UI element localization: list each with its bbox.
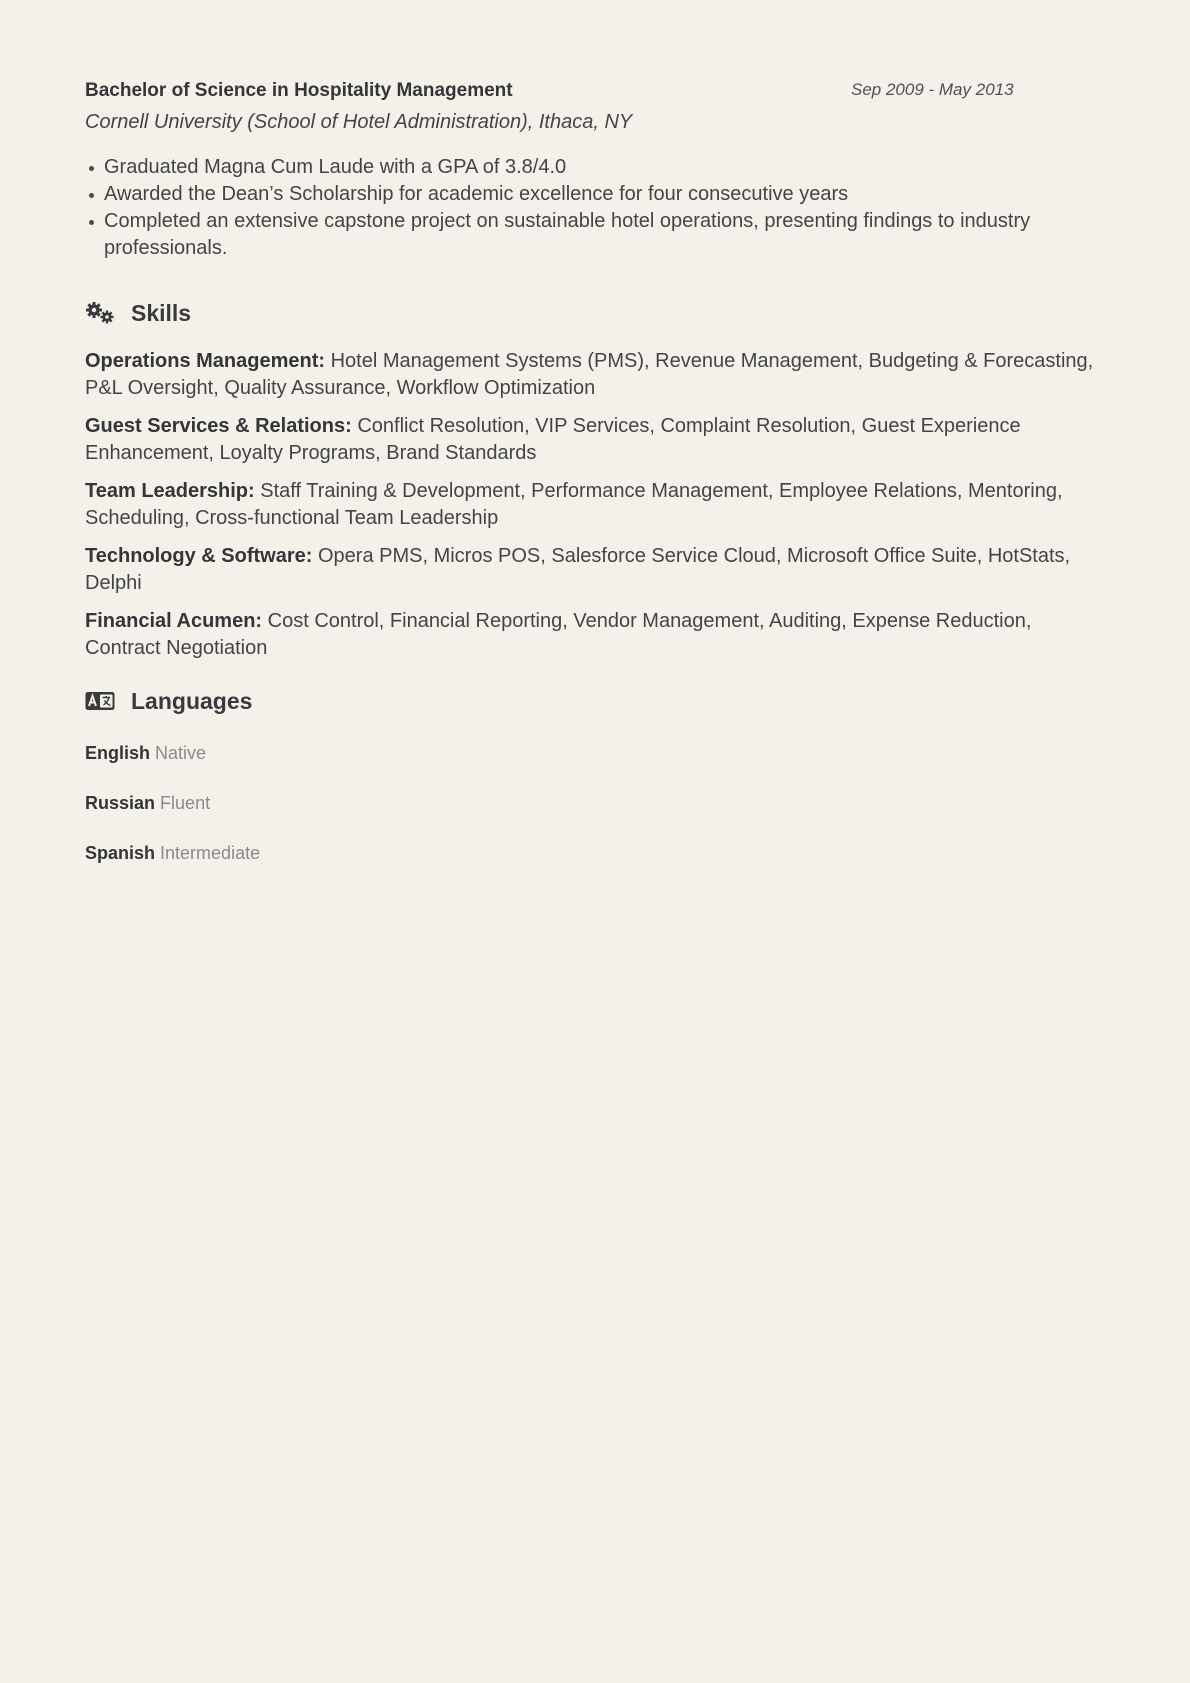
gears-icon bbox=[85, 300, 115, 326]
language-name: Spanish bbox=[85, 843, 156, 863]
resume-page bbox=[85, 78, 1105, 890]
list-item: Graduated Magna Cum Laude with a GPA of 3.8/4.0 bbox=[104, 154, 1105, 181]
language-item bbox=[85, 740, 1105, 766]
degree-title: Bachelor of Science in Hospitality Management bbox=[85, 80, 513, 101]
languages-heading bbox=[85, 686, 1105, 716]
education-highlights bbox=[85, 154, 1105, 262]
language-name: Russian bbox=[85, 793, 156, 813]
skill-category: Technology & Software: bbox=[85, 545, 313, 567]
skill-row bbox=[85, 348, 1105, 402]
education-dates: Sep 2009 - May 2013 bbox=[851, 80, 1014, 99]
skill-category: Team Leadership: bbox=[85, 480, 255, 502]
section-title: Skills bbox=[131, 299, 192, 326]
skill-details: Hotel Management Systems (PMS), Revenue Management, Budgeting & Forecasting, P&L Oversight, Quality Assurance, Workflow Optimization bbox=[85, 350, 1094, 399]
skill-category: Financial Acumen: bbox=[85, 610, 263, 632]
skill-category: Guest Services & Relations: bbox=[85, 415, 352, 437]
language-icon bbox=[85, 688, 115, 714]
language-name: English bbox=[85, 743, 151, 763]
language-level: Native bbox=[155, 743, 207, 763]
skill-details: Cost Control, Financial Reporting, Vendor Management, Auditing, Expense Reduction, Contract Negotiation bbox=[85, 610, 1032, 659]
skill-row bbox=[85, 413, 1105, 467]
languages-list bbox=[85, 740, 1105, 866]
skill-row bbox=[85, 608, 1105, 662]
skill-details: Opera PMS, Micros POS, Salesforce Service Cloud, Microsoft Office Suite, HotStats, Delphi bbox=[85, 545, 1071, 594]
school-name: Cornell University (School of Hotel Administration), Ithaca, NY bbox=[85, 111, 633, 133]
skill-category: Operations Management: bbox=[85, 350, 326, 372]
language-item bbox=[85, 840, 1105, 866]
education-entry-header bbox=[85, 78, 1105, 108]
skill-details: Conflict Resolution, VIP Services, Complaint Resolution, Guest Experience Enhancement, Loyalty Programs, Brand Standards bbox=[85, 415, 1021, 464]
skills-list bbox=[85, 348, 1105, 662]
skills-heading bbox=[85, 298, 1105, 328]
list-item: Awarded the Dean’s Scholarship for academic excellence for four consecutive years bbox=[104, 181, 1105, 208]
list-item: Completed an extensive capstone project on sustainable hotel operations, presenting findings to industry professionals. bbox=[104, 208, 1105, 262]
language-item bbox=[85, 790, 1105, 816]
skill-row bbox=[85, 478, 1105, 532]
skill-row bbox=[85, 543, 1105, 597]
section-title: Languages bbox=[131, 687, 253, 714]
skill-details: Staff Training & Development, Performance Management, Employee Relations, Mentoring, Scheduling, Cross-functional Team Leadership bbox=[85, 480, 1063, 529]
language-level: Fluent bbox=[160, 793, 211, 813]
language-level: Intermediate bbox=[160, 843, 261, 863]
